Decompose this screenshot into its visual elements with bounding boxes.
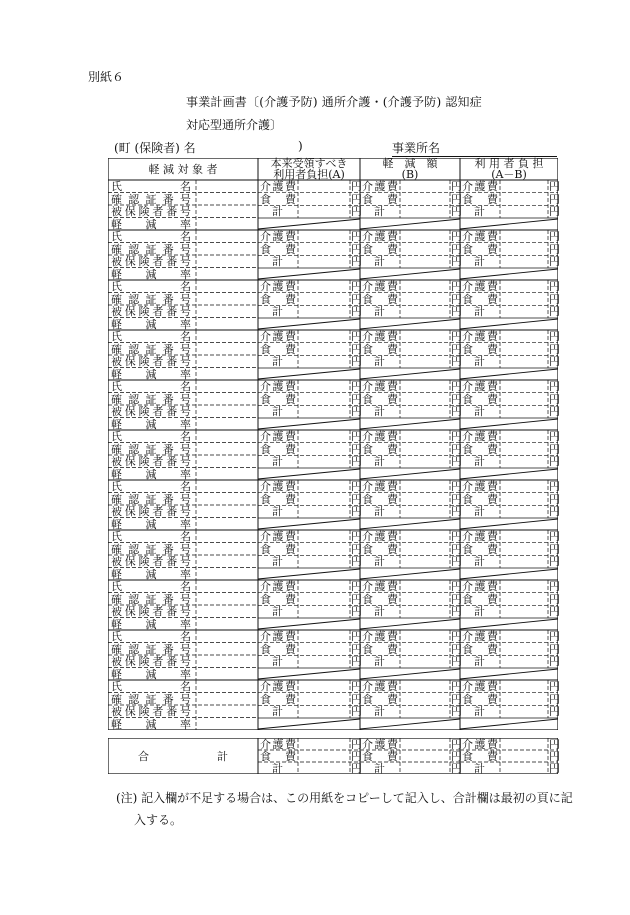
row-label-3: 軽 減 率 (111, 417, 191, 431)
total-b-yen: 円 (451, 737, 462, 751)
col-a-yen: 円 (351, 642, 362, 656)
office-field (392, 139, 557, 157)
col-b-label: 食 費 (362, 242, 398, 256)
col-b-yen: 円 (451, 455, 462, 469)
col-b-label: 計 (374, 505, 385, 519)
col-c-yen: 円 (549, 279, 560, 293)
col-b-yen: 円 (451, 405, 462, 419)
footnote-line-1: (注) 記入欄が不足する場合は、この用紙をコピーして記入し、合計欄は最初の頁に記 (116, 791, 573, 805)
col-b-yen: 円 (451, 342, 462, 356)
total-b-label: 計 (374, 761, 385, 775)
col-a-label: 食 費 (260, 592, 296, 606)
row-label-3: 軽 減 率 (111, 217, 191, 231)
col-a-yen: 円 (351, 205, 362, 219)
col-b-label: 食 費 (362, 692, 398, 706)
total-a-label: 食 費 (260, 749, 296, 763)
col-a-label: 介 護 費 (260, 479, 296, 493)
row-label-3: 軽 減 率 (111, 267, 191, 281)
row-label-2: 被 保 険 者 番 号 (111, 455, 191, 469)
col-c-yen: 円 (549, 555, 560, 569)
col-a-yen: 円 (351, 479, 362, 493)
row-label-3: 軽 減 率 (111, 367, 191, 381)
col-b-label: 介 護 費 (362, 379, 398, 393)
col-b-label: 計 (374, 605, 385, 619)
col-a-label: 食 費 (260, 442, 296, 456)
col-a-yen: 円 (351, 592, 362, 606)
col-c-label: 計 (474, 555, 485, 569)
total-b-yen: 円 (451, 749, 462, 763)
col-a-label: 食 費 (260, 692, 296, 706)
col-a-label: 計 (272, 405, 283, 419)
col-c-label: 計 (474, 605, 485, 619)
col-b-label: 介 護 費 (362, 329, 398, 343)
col-c-label: 介 護 費 (462, 279, 498, 293)
total-label: 合 計 (138, 749, 228, 763)
col-a-label: 計 (272, 655, 283, 669)
header-b-line2: (B) (401, 168, 419, 181)
title-line-1: 事業計画書〔(介護予防) 通所介護・(介護予防) 認知症 (186, 95, 482, 109)
col-c-label: 食 費 (462, 642, 498, 656)
row-label-1: 確 認 証 番 号 (111, 192, 191, 206)
col-b-yen: 円 (451, 579, 462, 593)
col-c-yen: 円 (549, 229, 560, 243)
col-c-yen: 円 (549, 329, 560, 343)
col-a-label: 介 護 費 (260, 329, 296, 343)
header-b-line1: 軽 減 額 (382, 157, 438, 170)
col-c-yen: 円 (549, 305, 560, 319)
municipality-label: (町 (保険者) 名 (114, 141, 196, 155)
total-table-text (108, 738, 558, 774)
col-c-label: 計 (474, 205, 485, 219)
row-label-3: 軽 減 率 (111, 317, 191, 331)
row-label-2: 被 保 険 者 番 号 (111, 405, 191, 419)
row-label-2: 被 保 険 者 番 号 (111, 255, 191, 269)
col-b-yen: 円 (451, 205, 462, 219)
col-b-label: 食 費 (362, 192, 398, 206)
col-b-yen: 円 (451, 655, 462, 669)
col-c-label: 計 (474, 455, 485, 469)
municipality-field (114, 139, 303, 156)
col-c-yen: 円 (549, 492, 560, 506)
col-b-label: 食 費 (362, 342, 398, 356)
col-b-label: 計 (374, 205, 385, 219)
col-c-yen: 円 (549, 655, 560, 669)
col-b-label: 食 費 (362, 292, 398, 306)
col-c-yen: 円 (549, 392, 560, 406)
col-a-yen: 円 (351, 342, 362, 356)
col-a-yen: 円 (351, 329, 362, 343)
col-b-yen: 円 (451, 542, 462, 556)
total-c-label: 計 (474, 761, 485, 775)
total-b-label: 食 費 (362, 749, 398, 763)
col-a-label: 食 費 (260, 242, 296, 256)
col-b-yen: 円 (451, 179, 462, 193)
col-a-label: 計 (272, 205, 283, 219)
col-c-label: 介 護 費 (462, 329, 498, 343)
col-b-label: 食 費 (362, 642, 398, 656)
col-a-label: 計 (272, 355, 283, 369)
row-label-1: 確 認 証 番 号 (111, 392, 191, 406)
col-b-yen: 円 (451, 292, 462, 306)
col-b-yen: 円 (451, 505, 462, 519)
col-c-yen: 円 (549, 342, 560, 356)
col-c-label: 介 護 費 (462, 179, 498, 193)
col-b-label: 介 護 費 (362, 579, 398, 593)
col-c-yen: 円 (549, 542, 560, 556)
col-c-label: 食 費 (462, 292, 498, 306)
col-b-yen: 円 (451, 642, 462, 656)
total-c-yen: 円 (549, 749, 560, 763)
col-c-label: 計 (474, 505, 485, 519)
col-b-label: 介 護 費 (362, 679, 398, 693)
col-c-yen: 円 (549, 679, 560, 693)
col-a-yen: 円 (351, 405, 362, 419)
total-a-yen: 円 (351, 761, 362, 775)
row-label-0: 氏 名 (111, 680, 191, 694)
col-a-yen: 円 (351, 505, 362, 519)
col-c-label: 計 (474, 405, 485, 419)
row-label-3: 軽 減 率 (111, 617, 191, 631)
col-b-label: 計 (374, 455, 385, 469)
col-c-label: 介 護 費 (462, 629, 498, 643)
col-a-yen: 円 (351, 192, 362, 206)
total-a-yen: 円 (351, 749, 362, 763)
col-c-label: 食 費 (462, 342, 498, 356)
col-c-yen: 円 (549, 692, 560, 706)
col-b-yen: 円 (451, 279, 462, 293)
col-a-label: 介 護 費 (260, 229, 296, 243)
col-b-label: 介 護 費 (362, 479, 398, 493)
total-b-yen: 円 (451, 761, 462, 775)
header-c-line1: 利 用 者 負 担 (474, 157, 544, 170)
col-a-yen: 円 (351, 279, 362, 293)
col-a-label: 介 護 費 (260, 629, 296, 643)
col-a-label: 計 (272, 505, 283, 519)
col-a-yen: 円 (351, 429, 362, 443)
col-b-yen: 円 (451, 429, 462, 443)
row-label-3: 軽 減 率 (111, 517, 191, 531)
col-b-label: 計 (374, 255, 385, 269)
col-a-label: 食 費 (260, 292, 296, 306)
col-c-yen: 円 (549, 579, 560, 593)
total-c-label: 介 護 費 (462, 737, 498, 751)
col-b-yen: 円 (451, 379, 462, 393)
col-a-label: 介 護 費 (260, 379, 296, 393)
col-a-yen: 円 (351, 255, 362, 269)
col-c-label: 介 護 費 (462, 529, 498, 543)
col-c-label: 介 護 費 (462, 579, 498, 593)
col-c-label: 計 (474, 705, 485, 719)
col-a-yen: 円 (351, 679, 362, 693)
row-label-0: 氏 名 (111, 330, 191, 344)
col-b-label: 介 護 費 (362, 279, 398, 293)
footnote (116, 787, 586, 831)
col-a-label: 介 護 費 (260, 279, 296, 293)
col-b-label: 介 護 費 (362, 229, 398, 243)
col-c-yen: 円 (549, 242, 560, 256)
col-b-label: 食 費 (362, 392, 398, 406)
col-a-yen: 円 (351, 355, 362, 369)
col-a-yen: 円 (351, 179, 362, 193)
col-c-label: 食 費 (462, 442, 498, 456)
row-label-0: 氏 名 (111, 280, 191, 294)
col-a-yen: 円 (351, 629, 362, 643)
col-b-yen: 円 (451, 355, 462, 369)
total-c-yen: 円 (549, 761, 560, 775)
total-a-label: 介 護 費 (260, 737, 296, 751)
row-label-0: 氏 名 (111, 630, 191, 644)
col-b-label: 計 (374, 555, 385, 569)
col-b-label: 介 護 費 (362, 629, 398, 643)
row-label-1: 確 認 証 番 号 (111, 442, 191, 456)
col-c-yen: 円 (549, 629, 560, 643)
header-subject: 軽 減 対 象 者 (148, 163, 218, 176)
col-c-yen: 円 (549, 292, 560, 306)
col-c-yen: 円 (549, 429, 560, 443)
title-line-2: 対応型通所介護〕 (186, 118, 283, 132)
col-c-label: 計 (474, 255, 485, 269)
office-label: 事業所名 (392, 141, 441, 155)
col-a-yen: 円 (351, 229, 362, 243)
col-a-yen: 円 (351, 455, 362, 469)
row-label-2: 被 保 険 者 番 号 (111, 205, 191, 219)
col-c-label: 食 費 (462, 592, 498, 606)
col-c-yen: 円 (549, 255, 560, 269)
row-label-2: 被 保 険 者 番 号 (111, 555, 191, 569)
col-a-yen: 円 (351, 605, 362, 619)
col-a-label: 介 護 費 (260, 579, 296, 593)
col-a-yen: 円 (351, 542, 362, 556)
col-b-label: 計 (374, 655, 385, 669)
col-b-label: 食 費 (362, 492, 398, 506)
col-b-label: 計 (374, 405, 385, 419)
col-c-yen: 円 (549, 455, 560, 469)
col-a-label: 計 (272, 605, 283, 619)
col-c-yen: 円 (549, 355, 560, 369)
col-a-label: 計 (272, 455, 283, 469)
row-label-0: 氏 名 (111, 230, 191, 244)
col-a-yen: 円 (351, 379, 362, 393)
col-b-label: 計 (374, 305, 385, 319)
row-label-0: 氏 名 (111, 430, 191, 444)
col-b-label: 介 護 費 (362, 429, 398, 443)
col-b-label: 介 護 費 (362, 179, 398, 193)
col-a-yen: 円 (351, 529, 362, 543)
row-label-2: 被 保 険 者 番 号 (111, 355, 191, 369)
row-label-1: 確 認 証 番 号 (111, 542, 191, 556)
row-label-1: 確 認 証 番 号 (111, 592, 191, 606)
col-b-yen: 円 (451, 479, 462, 493)
col-c-yen: 円 (549, 505, 560, 519)
col-a-yen: 円 (351, 492, 362, 506)
col-b-yen: 円 (451, 679, 462, 693)
row-label-0: 氏 名 (111, 530, 191, 544)
col-c-label: 食 費 (462, 692, 498, 706)
col-c-yen: 円 (549, 592, 560, 606)
col-b-yen: 円 (451, 305, 462, 319)
municipality-close: ) (298, 139, 303, 153)
col-b-yen: 円 (451, 692, 462, 706)
col-b-yen: 円 (451, 255, 462, 269)
col-b-label: 食 費 (362, 542, 398, 556)
col-c-label: 介 護 費 (462, 679, 498, 693)
col-c-label: 介 護 費 (462, 429, 498, 443)
row-label-0: 氏 名 (111, 580, 191, 594)
total-a-label: 計 (272, 761, 283, 775)
col-c-yen: 円 (549, 442, 560, 456)
col-b-label: 食 費 (362, 442, 398, 456)
col-c-label: 食 費 (462, 542, 498, 556)
col-c-yen: 円 (549, 405, 560, 419)
row-label-3: 軽 減 率 (111, 667, 191, 681)
col-c-label: 計 (474, 355, 485, 369)
header-a-line2: 利用者負担(A) (273, 168, 345, 181)
col-c-yen: 円 (549, 642, 560, 656)
col-b-yen: 円 (451, 629, 462, 643)
col-a-label: 食 費 (260, 642, 296, 656)
col-b-yen: 円 (451, 529, 462, 543)
col-c-label: 食 費 (462, 492, 498, 506)
document-label: 別紙６ (88, 70, 125, 84)
col-a-yen: 円 (351, 579, 362, 593)
col-c-label: 計 (474, 305, 485, 319)
col-c-yen: 円 (549, 479, 560, 493)
col-b-yen: 円 (451, 192, 462, 206)
row-label-1: 確 認 証 番 号 (111, 292, 191, 306)
col-b-yen: 円 (451, 329, 462, 343)
col-b-yen: 円 (451, 229, 462, 243)
col-a-yen: 円 (351, 242, 362, 256)
col-a-yen: 円 (351, 555, 362, 569)
col-b-yen: 円 (451, 605, 462, 619)
col-c-label: 介 護 費 (462, 479, 498, 493)
col-a-yen: 円 (351, 655, 362, 669)
row-label-0: 氏 名 (111, 180, 191, 194)
row-label-2: 被 保 険 者 番 号 (111, 605, 191, 619)
total-b-label: 介 護 費 (362, 737, 398, 751)
row-label-2: 被 保 険 者 番 号 (111, 655, 191, 669)
col-a-yen: 円 (351, 692, 362, 706)
col-c-yen: 円 (549, 179, 560, 193)
col-a-yen: 円 (351, 392, 362, 406)
col-a-label: 介 護 費 (260, 429, 296, 443)
col-b-yen: 円 (451, 592, 462, 606)
col-c-label: 介 護 費 (462, 229, 498, 243)
row-label-1: 確 認 証 番 号 (111, 642, 191, 656)
col-c-yen: 円 (549, 192, 560, 206)
col-c-yen: 円 (549, 705, 560, 719)
col-a-label: 食 費 (260, 392, 296, 406)
col-c-label: 計 (474, 655, 485, 669)
col-b-yen: 円 (451, 392, 462, 406)
total-c-yen: 円 (549, 737, 560, 751)
total-c-label: 食 費 (462, 749, 498, 763)
col-c-yen: 円 (549, 605, 560, 619)
col-b-yen: 円 (451, 442, 462, 456)
row-label-2: 被 保 険 者 番 号 (111, 705, 191, 719)
col-c-yen: 円 (549, 205, 560, 219)
col-b-yen: 円 (451, 492, 462, 506)
col-a-label: 介 護 費 (260, 179, 296, 193)
header-c-line2: (A－B) (491, 168, 527, 181)
row-label-2: 被 保 険 者 番 号 (111, 505, 191, 519)
col-a-label: 計 (272, 705, 283, 719)
row-label-1: 確 認 証 番 号 (111, 242, 191, 256)
col-a-label: 計 (272, 255, 283, 269)
col-a-label: 食 費 (260, 542, 296, 556)
col-c-label: 食 費 (462, 392, 498, 406)
col-a-label: 介 護 費 (260, 529, 296, 543)
col-a-label: 食 費 (260, 192, 296, 206)
col-a-yen: 円 (351, 705, 362, 719)
row-label-2: 被 保 険 者 番 号 (111, 305, 191, 319)
col-c-label: 介 護 費 (462, 379, 498, 393)
col-a-label: 計 (272, 305, 283, 319)
burden-table-text (108, 158, 558, 730)
col-a-yen: 円 (351, 292, 362, 306)
col-c-yen: 円 (549, 379, 560, 393)
col-b-label: 計 (374, 705, 385, 719)
row-label-1: 確 認 証 番 号 (111, 692, 191, 706)
col-b-label: 計 (374, 355, 385, 369)
col-c-yen: 円 (549, 529, 560, 543)
footnote-line-2: 入する。 (134, 813, 183, 827)
row-label-3: 軽 減 率 (111, 467, 191, 481)
col-a-yen: 円 (351, 442, 362, 456)
col-b-label: 食 費 (362, 592, 398, 606)
col-b-yen: 円 (451, 705, 462, 719)
col-a-yen: 円 (351, 305, 362, 319)
row-label-0: 氏 名 (111, 480, 191, 494)
col-b-label: 介 護 費 (362, 529, 398, 543)
col-a-label: 計 (272, 555, 283, 569)
row-label-0: 氏 名 (111, 380, 191, 394)
col-c-label: 食 費 (462, 242, 498, 256)
total-a-yen: 円 (351, 737, 362, 751)
col-b-yen: 円 (451, 242, 462, 256)
header-a-line1: 本来受領すべき (270, 157, 348, 170)
row-label-1: 確 認 証 番 号 (111, 342, 191, 356)
row-label-3: 軽 減 率 (111, 567, 191, 581)
col-a-label: 食 費 (260, 492, 296, 506)
col-a-label: 食 費 (260, 342, 296, 356)
col-c-label: 食 費 (462, 192, 498, 206)
row-label-3: 軽 減 率 (111, 717, 191, 731)
col-b-yen: 円 (451, 555, 462, 569)
row-label-1: 確 認 証 番 号 (111, 492, 191, 506)
col-a-label: 介 護 費 (260, 679, 296, 693)
